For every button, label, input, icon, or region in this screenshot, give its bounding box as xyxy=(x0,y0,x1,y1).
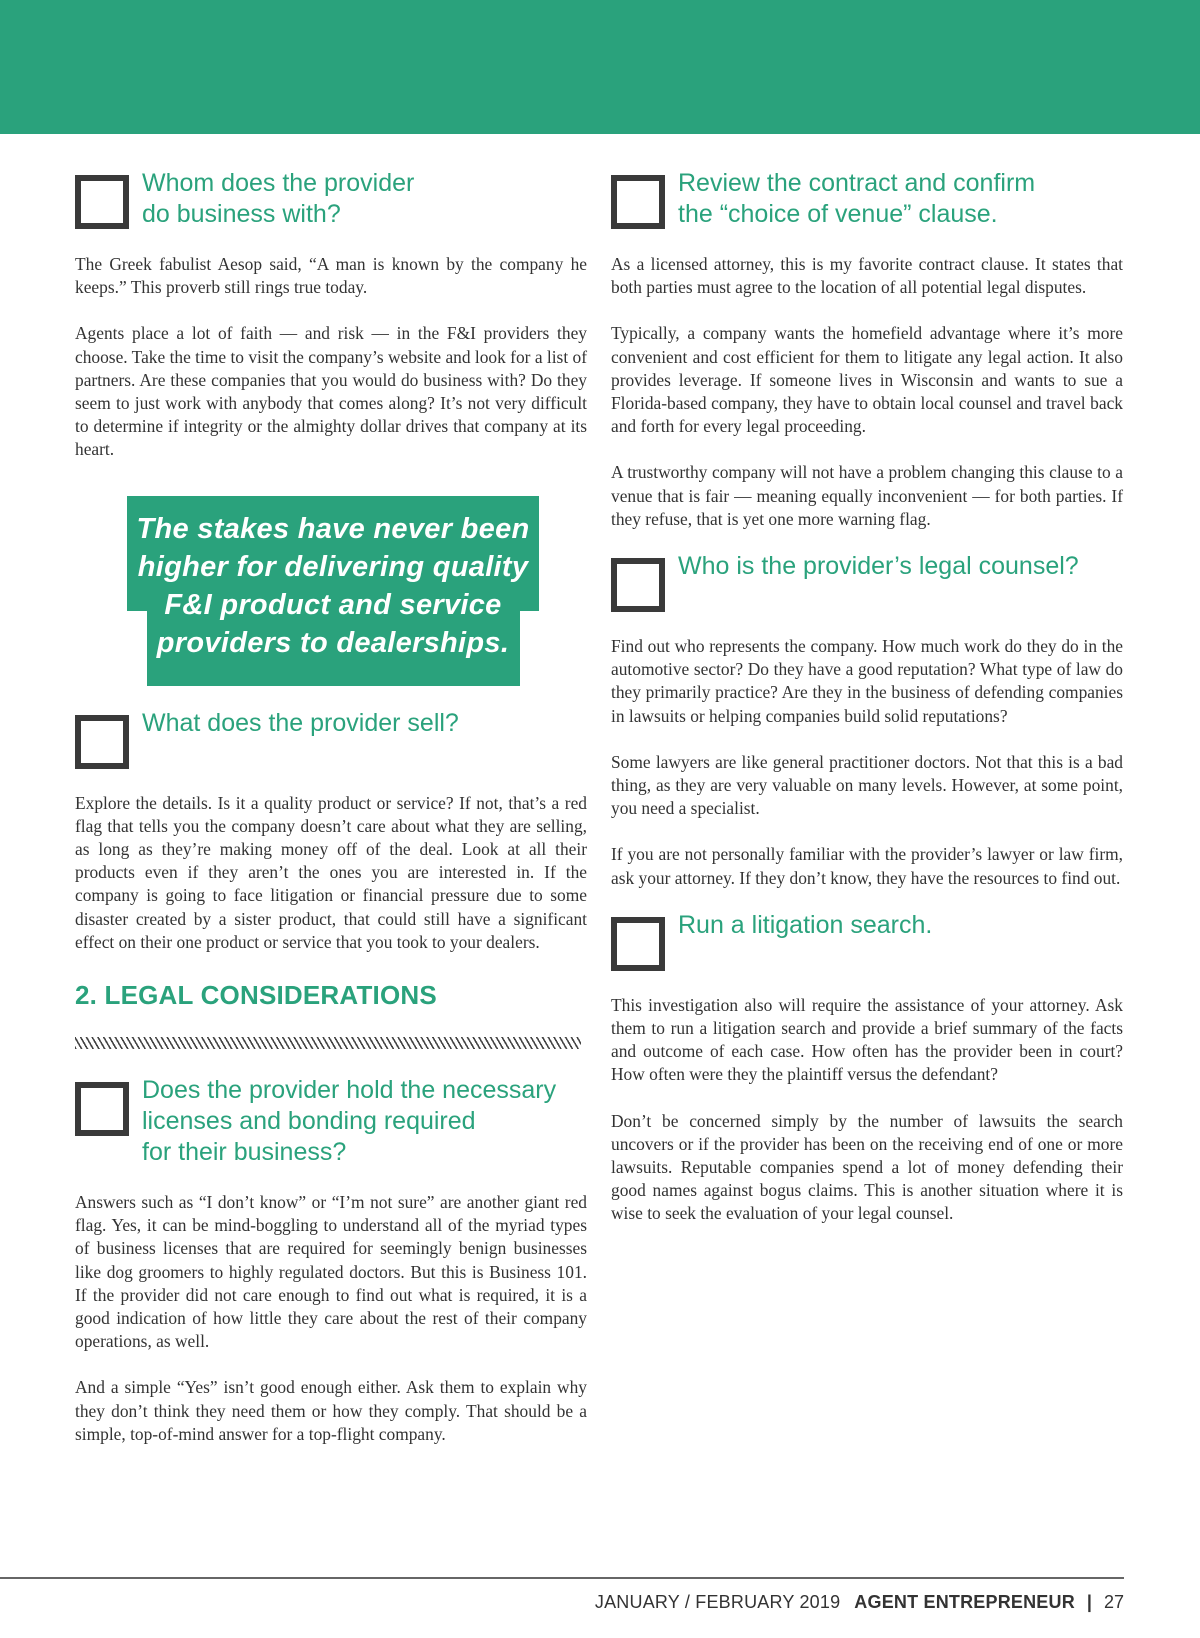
body-paragraph: Typically, a company wants the homefield advantage where it’s more convenient and cost efficient for them to litigate any legal action. It also provides leverage. If someone lives in Wisconsin and wants to sue a Florida-based company, they have to obtain local counsel and travel back and forth for every legal proceeding. xyxy=(611,323,1123,437)
question-title-line: do business with? xyxy=(142,200,341,228)
question-title: What does the provider sell? xyxy=(142,708,459,737)
body-paragraph: If you are not personally familiar with the provider’s lawyer or law firm, ask your attorney. If they don’t know, they have the resources to find out. xyxy=(611,844,1123,888)
checkbox-icon xyxy=(611,558,665,612)
pull-quote-line: The stakes have never been xyxy=(136,512,530,545)
body-paragraph: Some lawyers are like general practitioner doctors. Not that this is a bad thing, as they are very valuable on many levels. However, at some point, you need a specialist. xyxy=(611,751,1123,819)
right-column xyxy=(611,168,1123,1226)
question-title xyxy=(678,168,1035,230)
question-title: Who is the provider’s legal counsel? xyxy=(678,552,1079,581)
section-title: 2. LEGAL CONSIDERATIONS xyxy=(75,980,437,1011)
body-paragraph: Explore the details. Is it a quality product or service? If not, that’s a red flag that tells you the company doesn’t care about what they are selling, as long as they’re making money off of the deal. Look at all their products even if they aren’t the ones you are interested in. If the company is going to face litigation or financial pressure due to some disaster created by a sister product, that could still have a significant effect on their one product or service that you took to your dealers. xyxy=(75,792,587,952)
body-paragraph: A trustworthy company will not have a problem changing this clause to a venue that is fair — meaning equally inconvenient — for both parties. If they refuse, that is yet one more warning flag. xyxy=(611,462,1123,529)
question-title xyxy=(142,168,414,230)
question-heading-provider-sell xyxy=(75,708,587,769)
pull-quote-line: F&I product and service xyxy=(164,588,502,621)
body-paragraph: The Greek fabulist Aesop said, “A man is known by the company he keeps.” This proverb still rings true today. xyxy=(75,254,587,298)
left-column xyxy=(75,168,587,1446)
question-title-line: for their business? xyxy=(142,1138,347,1167)
question-heading-choice-of-venue xyxy=(611,168,1123,230)
pull-quote-line: higher for delivering quality xyxy=(137,550,529,583)
footer-separator: | xyxy=(1086,1592,1092,1612)
body-paragraph: And a simple “Yes” isn’t good enough either. Ask them to explain why they don’t think they need them or how they comply. That should be a simple, top-of-mind answer for a top-flight company. xyxy=(75,1377,587,1444)
question-title-line: Does the provider hold the necessary xyxy=(142,1076,557,1105)
checkbox-icon xyxy=(611,917,665,971)
checkbox-icon xyxy=(611,175,665,229)
question-title-line: the “choice of venue” clause. xyxy=(678,200,998,228)
header-band xyxy=(0,0,1200,134)
question-title-line: licenses and bonding required xyxy=(142,1107,476,1136)
question-heading-licenses xyxy=(75,1075,587,1168)
checkbox-icon xyxy=(75,715,129,769)
checkbox-icon xyxy=(75,175,129,229)
pull-quote-line: providers to dealerships. xyxy=(156,626,510,659)
question-title: Run a litigation search. xyxy=(678,910,933,939)
pull-quote xyxy=(75,496,587,694)
body-paragraph: As a licensed attorney, this is my favorite contract clause. It states that both parties must agree to the location of all potential legal disputes. xyxy=(611,254,1123,298)
body-paragraph: Don’t be concerned simply by the number of lawsuits the search uncovers or if the provider has been on the receiving end of one or more lawsuits. Reputable companies spend a lot of money defending their good names against bogus claims. This is another situation where it is wise to seek the evaluation of your legal counsel. xyxy=(611,1110,1123,1224)
page-number: 27 xyxy=(1103,1592,1124,1612)
question-title xyxy=(142,1075,556,1168)
magazine-name: AGENT ENTREPRENEUR xyxy=(854,1592,1075,1612)
body-paragraph: Agents place a lot of faith — and risk — in the F&I providers they choose. Take the time to visit the company’s website and look for a list of partners. Are these companies that you would do business with? Do they seem to just work with anybody that comes along? It’s not very difficult to determine if integrity or the almighty dollar drives that company at its heart. xyxy=(75,323,587,460)
question-title-line: Review the contract and confirm xyxy=(678,169,1036,197)
page-footer xyxy=(595,1592,1124,1613)
question-heading-litigation-search xyxy=(611,910,1123,971)
hatch-divider xyxy=(75,1037,581,1049)
checkbox-icon xyxy=(75,1082,129,1136)
issue-date: JANUARY / FEBRUARY 2019 xyxy=(594,1592,841,1612)
footer-rule xyxy=(0,1577,1124,1579)
question-heading-legal-counsel xyxy=(611,551,1123,612)
question-title-line: Whom does the provider xyxy=(142,169,415,197)
question-heading-provider-business xyxy=(75,168,587,230)
body-paragraph: Find out who represents the company. How much work do they do in the automotive sector? Do they have a good reputation? What type of law do they primarily practice? Are they in the business of defending companies in lawsuits or helping companies build solid reputations? xyxy=(611,636,1123,726)
body-paragraph: Answers such as “I don’t know” or “I’m not sure” are another giant red flag. Yes, it can be mind-boggling to understand all of the myriad types of business licenses that are required for seemingly benign businesses like dog groomers to highly regulated doctors. But this is Business 101. If the provider did not care enough to find out what is required, it is a good indication of how little they care about the rest of their company operations, as well. xyxy=(75,1192,587,1352)
body-paragraph: This investigation also will require the assistance of your attorney. Ask them to run a litigation search and provide a brief summary of the facts and outcome of each case. How often has the provider been in court? How often were they the plaintiff versus the defendant? xyxy=(611,994,1123,1085)
pull-quote-text xyxy=(127,510,539,662)
